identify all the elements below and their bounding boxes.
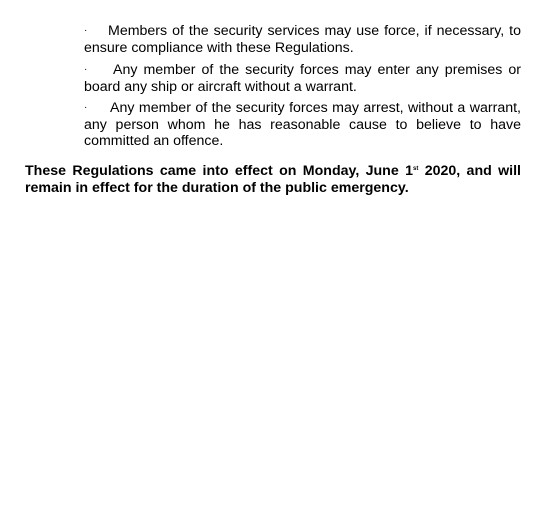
bullet-dot-icon: · — [84, 64, 88, 75]
bullet-text: Any member of the security forces may enter any premises or board any ship or aircraft without a warrant. — [84, 62, 521, 95]
bullet-paragraph-force — [84, 23, 521, 56]
bullet-dot-icon: · — [84, 102, 88, 113]
closing-text-end: 2020, and will remain in effect for the duration of the public emergency. — [25, 163, 521, 196]
ordinal-suffix: st — [413, 166, 419, 172]
bullet-paragraph-arrest — [84, 100, 521, 150]
bullet-paragraph-premises — [84, 62, 521, 95]
closing-text-start: These Regulations came into effect on Monday, June 1 — [25, 163, 413, 179]
bullet-text: Any member of the security forces may arrest, without a warrant, any person whom he has reasonable cause to believe to have committed an offence. — [84, 100, 521, 149]
closing-paragraph — [25, 161, 521, 196]
bullet-text: Members of the security services may use force, if necessary, to ensure compliance with these Regulations. — [84, 23, 521, 56]
bullet-dot-icon: · — [84, 25, 88, 36]
